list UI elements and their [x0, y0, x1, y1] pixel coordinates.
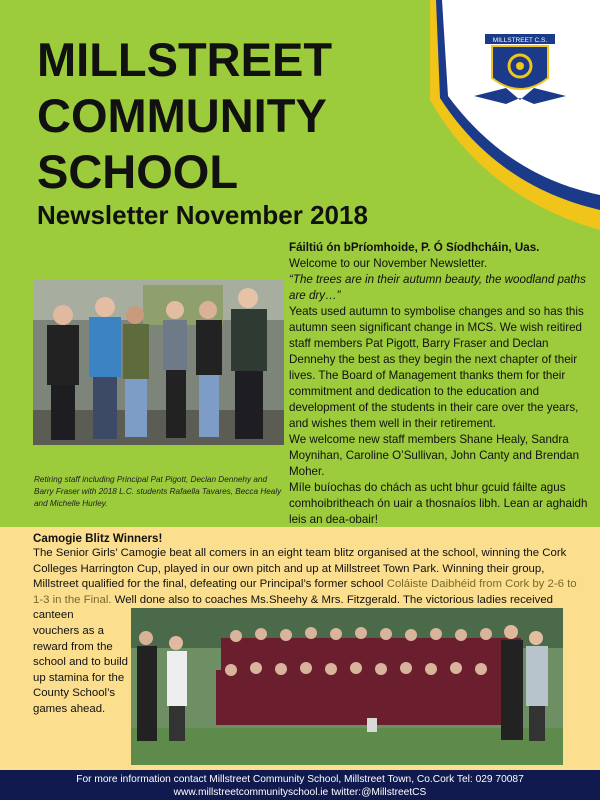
retiring-staff-photo: [33, 280, 284, 445]
school-crest-corner: [410, 0, 600, 230]
school-name-line: MILLSTREET: [37, 33, 333, 86]
crest-text: MILLSTREET C.S.: [492, 37, 548, 44]
school-name-line: SCHOOL: [37, 145, 239, 198]
article-welcome: Welcome to our November Newsletter.: [289, 257, 488, 270]
camogie-highlight: Coláiste Daibhéid from Cork by 2-6 to 1-3 in the Final.: [33, 578, 577, 606]
article-heading: Fáiltiú ón bPríomhoide, P. Ó Síodhcháin, Uas.: [289, 241, 540, 254]
school-name-line: COMMUNITY: [37, 89, 327, 142]
footer-links: [0, 786, 600, 799]
school-name: [37, 32, 332, 200]
footer-contact: For more information contact Millstreet Community School, Millstreet Town, Co.Cork Tel: 029 70087: [76, 774, 524, 785]
camogie-text: Well done also to coaches Ms.Sheehy & Mrs. Fitzgerald. The victorious ladies received canteen: [33, 593, 554, 621]
article-quote: “The trees are in their autumn beauty, the woodland paths are dry…”: [289, 273, 586, 302]
camogie-heading: Camogie Blitz Winners!: [33, 532, 163, 545]
website-link[interactable]: www.millstreetcommunityschool.ie: [173, 787, 329, 798]
camogie-team-photo: [131, 608, 563, 765]
article-paragraph: Yeats used autumn to symbolise changes and so has this autumn seen significant change in MCS. We wish reitired staff members Pat Pigott, Barry Fraser and Declan Dennehy the best as they begin the next chapter of their lives. The Board of Management thanks them for their commitment and dedication to the education and development of the students in their care over the years, and wishes them well in their retirement.: [289, 305, 584, 430]
article-paragraph: We welcome new staff members Shane Healy, Sandra Moynihan, Caroline O’Sullivan, John Canty and Brendan Moher.: [289, 433, 580, 478]
footer: [0, 770, 600, 800]
article-paragraph: Míle buíochas do chách as ucht bhur gcuid fáilte agus comhoibritheach ón uair a thosnaíos libh. Lean ar aghaidh leis an dea-obair!: [289, 481, 588, 526]
camogie-text: The Senior Girls’ Camogie beat all comers in an eight team blitz organised at the school, winning the Cork Colleges Harrington Cup, played in our own pitch and up at Millstreet Town Park. Winning their group, Millstreet qualified for the final, defeating our Principal’s former school: [33, 547, 567, 590]
principal-welcome-article: [289, 240, 589, 528]
photo-caption: Retiring staff including Principal Pat Pigott, Declan Dennehy and Barry Fraser with 2018 L.C. students Rafaella Tavares, Becca Healy and Michelle Hurley.: [34, 475, 282, 508]
camogie-side-text: vouchers as a reward from the school and to build up stamina for the County School’s games ahead.: [33, 625, 128, 715]
newsletter-subtitle: Newsletter November 2018: [37, 200, 368, 230]
twitter-link[interactable]: twitter:@MillstreetCS: [331, 787, 427, 798]
